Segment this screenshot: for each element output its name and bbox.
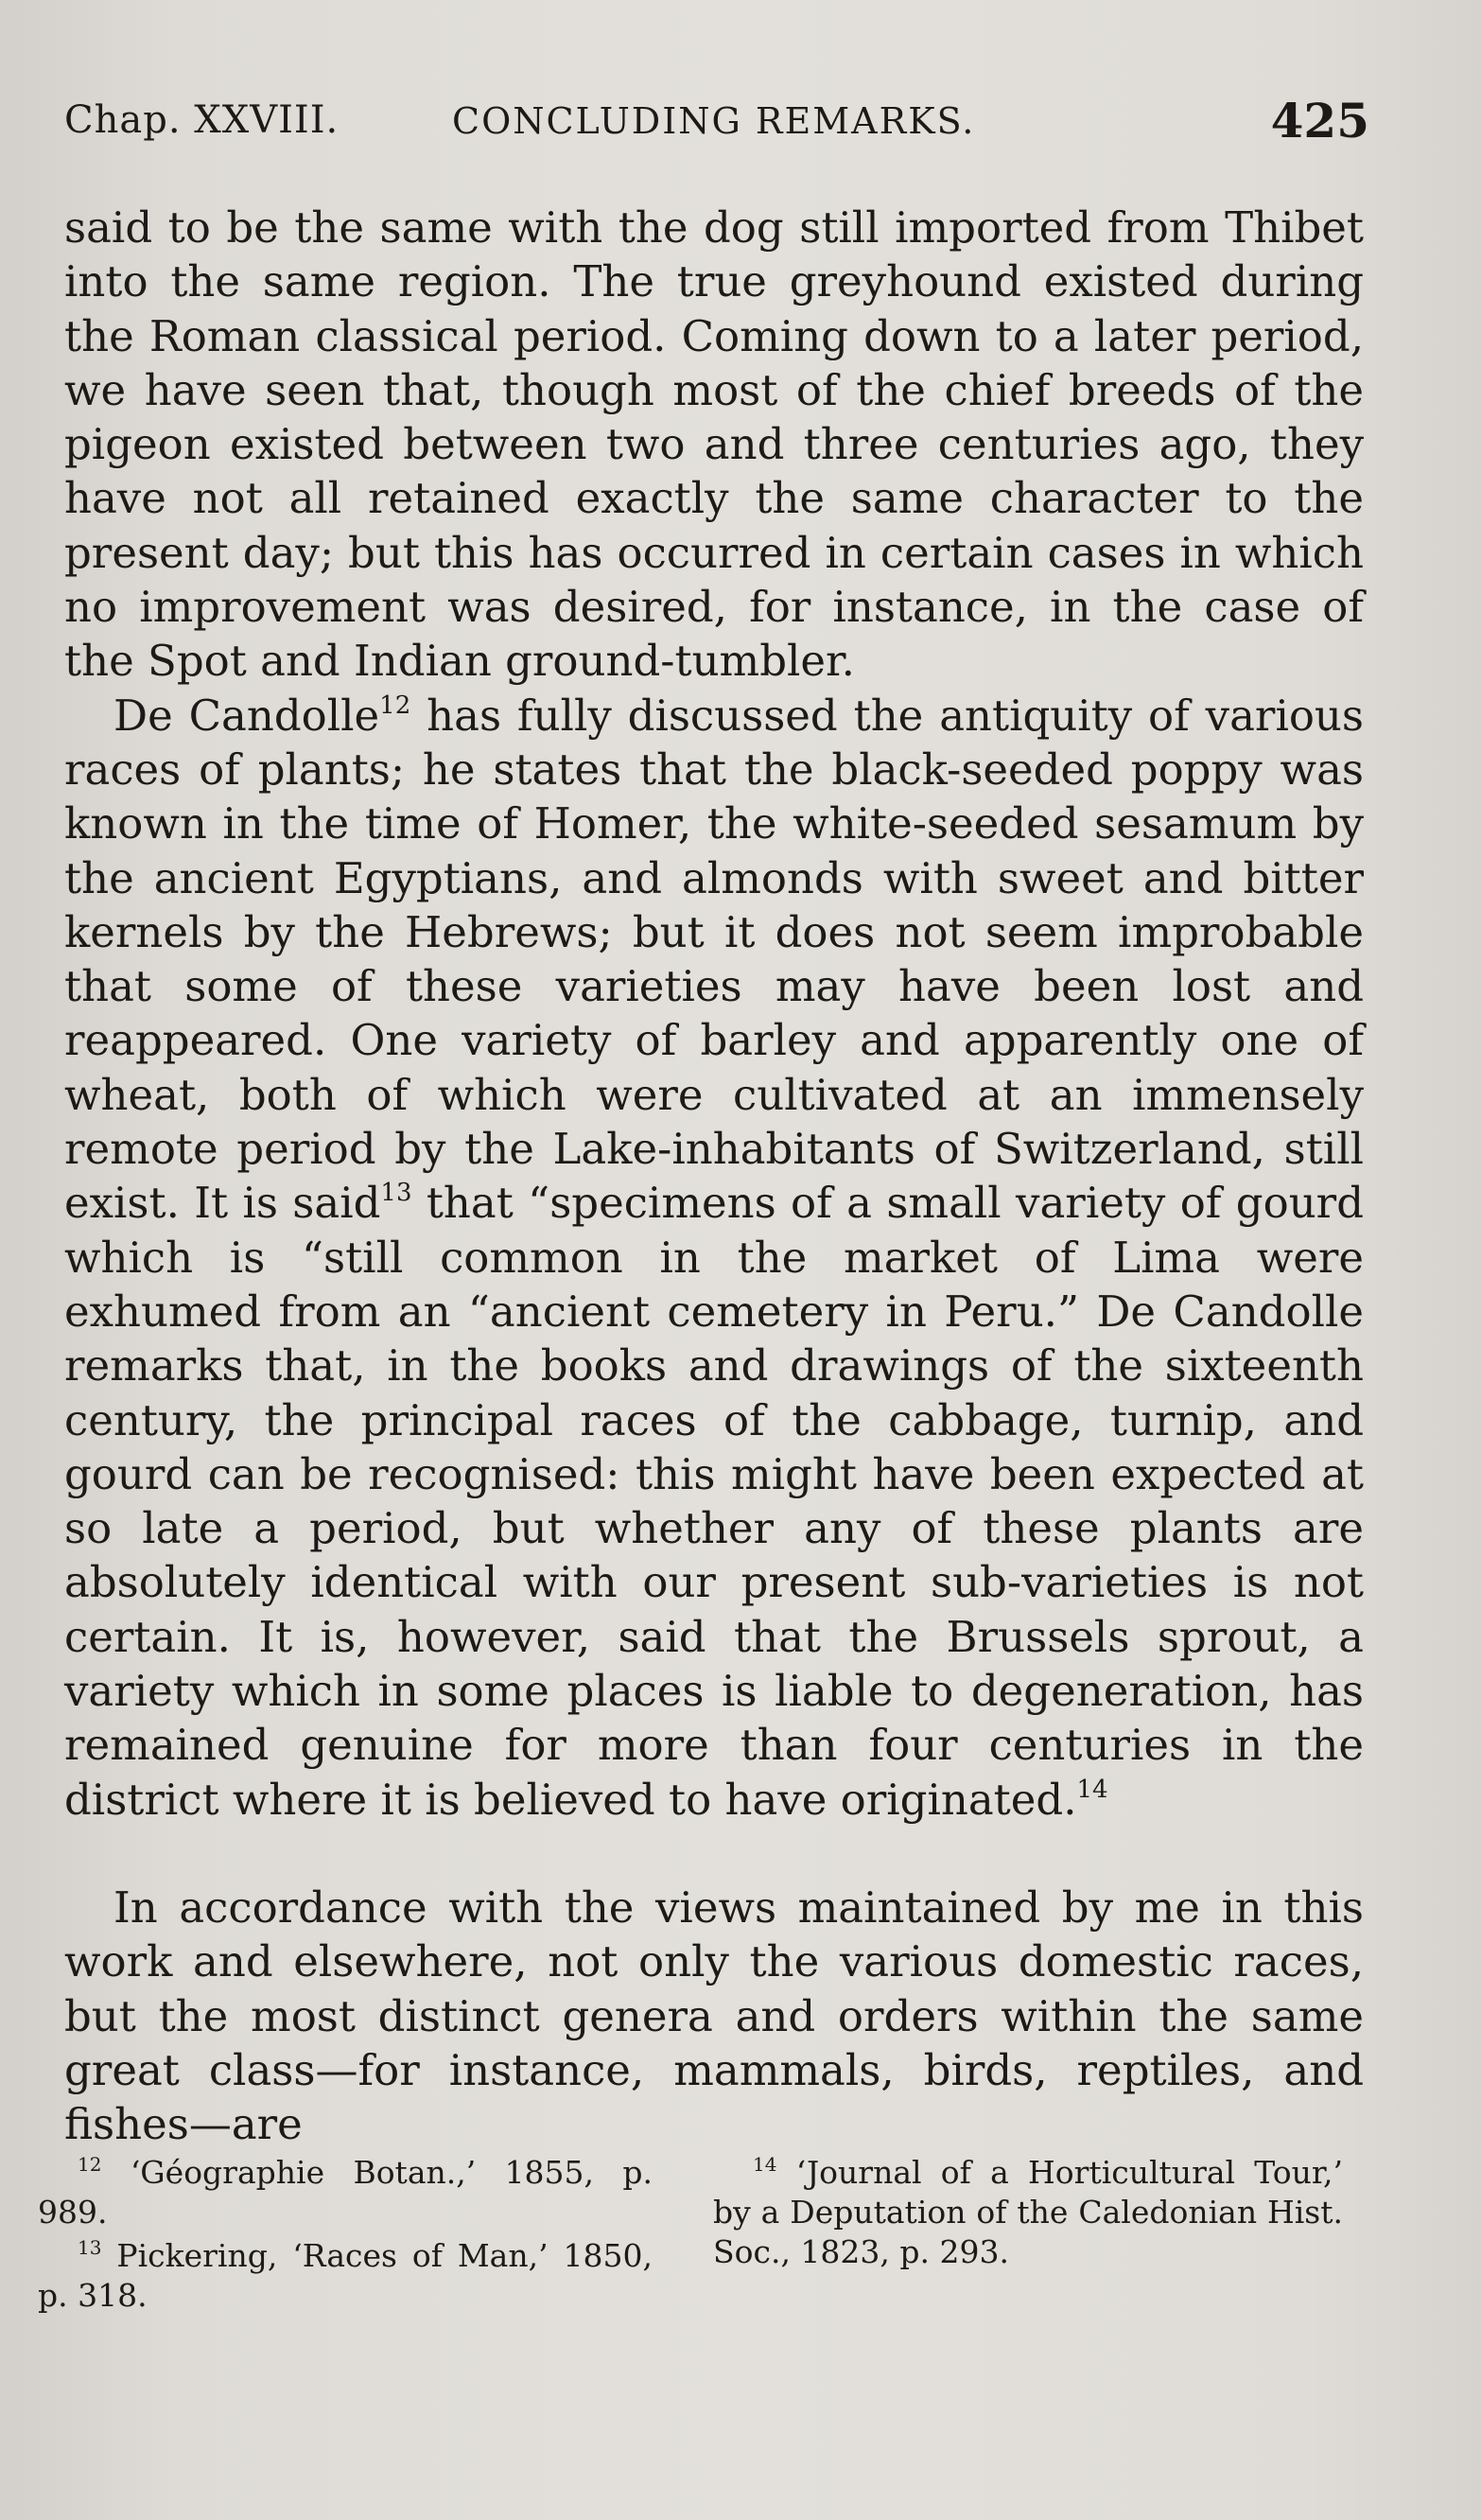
footnote-number: 13 xyxy=(78,2236,102,2259)
footnote-number: 12 xyxy=(78,2153,102,2176)
paragraph-continuation: said to be the same with the dog still imported from Thibet into the same region. The true greyhound existed during the Roman classical period. Coming down to a later period, we have seen that, though most of the chief breeds of the pigeon existed between two and three centuries ago, they have not all retained exactly the same character to the present day; but this has occurred in certain cases in which no improvement was desired, for instance, in the case of the Spot and Indian ground-tumbler. xyxy=(64,202,1364,687)
paragraph-de-candolle xyxy=(64,689,1364,1827)
chapter-label: Chap. XXVIII. xyxy=(64,98,340,142)
paragraph-text: De Candolle xyxy=(113,690,380,741)
footnotes-right-column xyxy=(713,2153,1343,2276)
footnote-text: Pickering, ‘Races of Man,’ 1850, p. 318. xyxy=(38,2237,653,2314)
running-header xyxy=(64,93,1369,165)
page-number: 425 xyxy=(1270,93,1369,149)
footnote-number: 14 xyxy=(753,2153,777,2176)
footnote-ref-12: 12 xyxy=(379,691,411,720)
footnote-13 xyxy=(38,2236,653,2316)
footnote-14 xyxy=(713,2153,1343,2272)
footnote-ref-13: 13 xyxy=(380,1179,412,1208)
running-title: CONCLUDING REMARKS. xyxy=(452,100,976,142)
paragraph-text: has fully discussed the antiquity of various races of plants; he states that the black-seeded poppy was known in the time of Homer, the white-seeded sesamum by the ancient Egyptians, and almonds with sweet and bitter kernels by the Hebrews; but it does not seem improbable that some of these varieties may have been lost and reappeared. One variety of barley and apparently one of wheat, both of which were cultivated at an immensely remote period by the Lake-inhabitants of Switzerland, still exist. It is said xyxy=(64,690,1364,1229)
footnote-text: ‘Journal of a Horticultural Tour,’ by a Deputation of the Caledonian Hist. Soc., 1823, p. 293. xyxy=(713,2154,1344,2270)
footnotes-left-column xyxy=(38,2153,653,2319)
footnote-12 xyxy=(38,2153,653,2232)
paragraph-text: that “specimens of a small variety of gourd which is “still common in the market of Lima were exhumed from an “ancient cemetery in Peru.” De Candolle remarks that, in the books and drawings of the sixteenth century, the principal races of the cabbage, turnip, and gourd can be recognised: this might have been expected at so late a period, but whether any of these plants are absolutely identical with our present sub-varieties is not certain. It is, however, said that the Brussels sprout, a variety which in some places is liable to degeneration, has remained genuine for more than four centuries in the district where it is believed to have originated. xyxy=(64,1178,1364,1825)
footnote-text: ‘Géographie Botan.,’ 1855, p. 989. xyxy=(38,2154,653,2231)
footnote-ref-14: 14 xyxy=(1076,1775,1108,1804)
paragraph-accordance: In accordance with the views maintained by me in this work and elsewhere, not only the various domestic races, but the most distinct genera and orders within the same great class—for instance, mammals, birds, reptiles, and fishes—are xyxy=(64,1881,1364,2150)
body-text xyxy=(64,201,1364,2151)
